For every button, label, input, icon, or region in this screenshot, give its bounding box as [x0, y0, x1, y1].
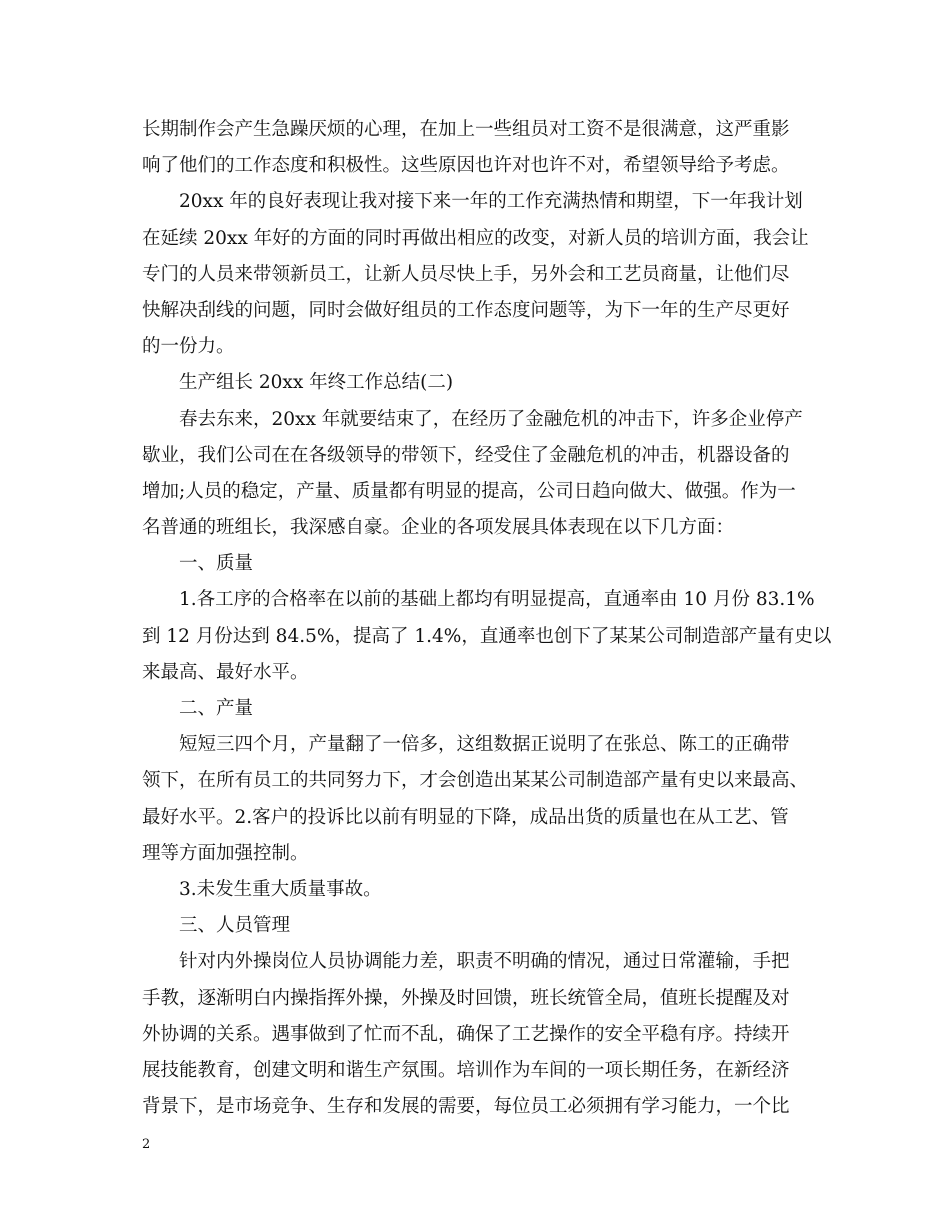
text-line: 到 12 月份达到 84.5%，提高了 1.4%，直通率也创下了某某公司制造部产量有史以: [142, 625, 832, 647]
text-line: 的一份力。: [142, 336, 235, 358]
text-line: 理等方面加强控制。: [142, 842, 309, 864]
text-line: 二、产量: [179, 698, 254, 719]
text-line: 生产组长 20xx 年终工作总结(二): [179, 372, 454, 394]
text-line: 手教，逐渐明白内操指挥外操，外操及时回馈，班长统管全局，值班长提醒及对: [142, 987, 790, 1009]
text-line: 春去东来，20xx 年就要结束了，在经历了金融危机的冲击下，许多企业停产: [179, 408, 803, 430]
text-line: 展技能教育，创建文明和谐生产氛围。培训作为车间的一项长期任务，在新经济: [142, 1059, 790, 1081]
text-line: 领下，在所有员工的共同努力下，才会创造出某某公司制造部产量有史以来最高、: [142, 770, 809, 792]
text-line: 响了他们的工作态度和积极性。这些原因也许对也许不对，希望领导给予考虑。: [142, 155, 790, 177]
text-line: 来最高、最好水平。: [142, 661, 309, 683]
text-line: 名普通的班组长，我深感自豪。企业的各项发展具体表现在以下几方面：: [142, 517, 735, 539]
text-line: 针对内外操岗位人员协调能力差，职责不明确的情况，通过日常灌输，手把: [179, 951, 790, 973]
text-line: 3.未发生重大质量事故。: [179, 878, 382, 900]
text-line: 在延续 20xx 年好的方面的同时再做出相应的改变，对新人员的培训方面，我会让: [142, 227, 809, 249]
document-body: [142, 112, 832, 1125]
text-line: 20xx 年的良好表现让我对接下来一年的工作充满热情和期望，下一年我计划: [179, 191, 803, 213]
text-line: 1.各工序的合格率在以前的基础上都均有明显提高，直通率由 10 月份 83.1%: [179, 589, 815, 611]
text-line: 短短三四个月，产量翻了一倍多，这组数据正说明了在张总、陈工的正确带: [179, 734, 790, 756]
text-line: 专门的人员来带领新员工，让新人员尽快上手，另外会和工艺员商量，让他们尽: [142, 263, 790, 285]
text-line: 长期制作会产生急躁厌烦的心理，在加上一些组员对工资不是很满意，这严重影: [142, 119, 790, 140]
text-line: 歇业，我们公司在在各级领导的带领下，经受住了金融危机的冲击，机器设备的: [142, 444, 790, 466]
text-line: 一、质量: [179, 553, 254, 575]
page-number: 2: [142, 1137, 151, 1152]
text-line: 外协调的关系。遇事做到了忙而不乱，确保了工艺操作的安全平稳有序。持续开: [142, 1023, 790, 1045]
text-line: 快解决刮线的问题，同时会做好组员的工作态度问题等，为下一年的生产尽更好: [142, 299, 790, 321]
text-line: 三、人员管理: [179, 915, 291, 937]
text-line: 最好水平。2.客户的投诉比以前有明显的下降，成品出货的质量也在从工艺、管: [142, 806, 789, 828]
text-line: 背景下，是市场竞争、生存和发展的需要，每位员工必须拥有学习能力，一个比: [142, 1096, 790, 1118]
text-line: 增加;人员的稳定，产量、质量都有明显的提高，公司日趋向做大、做强。作为一: [142, 480, 796, 502]
